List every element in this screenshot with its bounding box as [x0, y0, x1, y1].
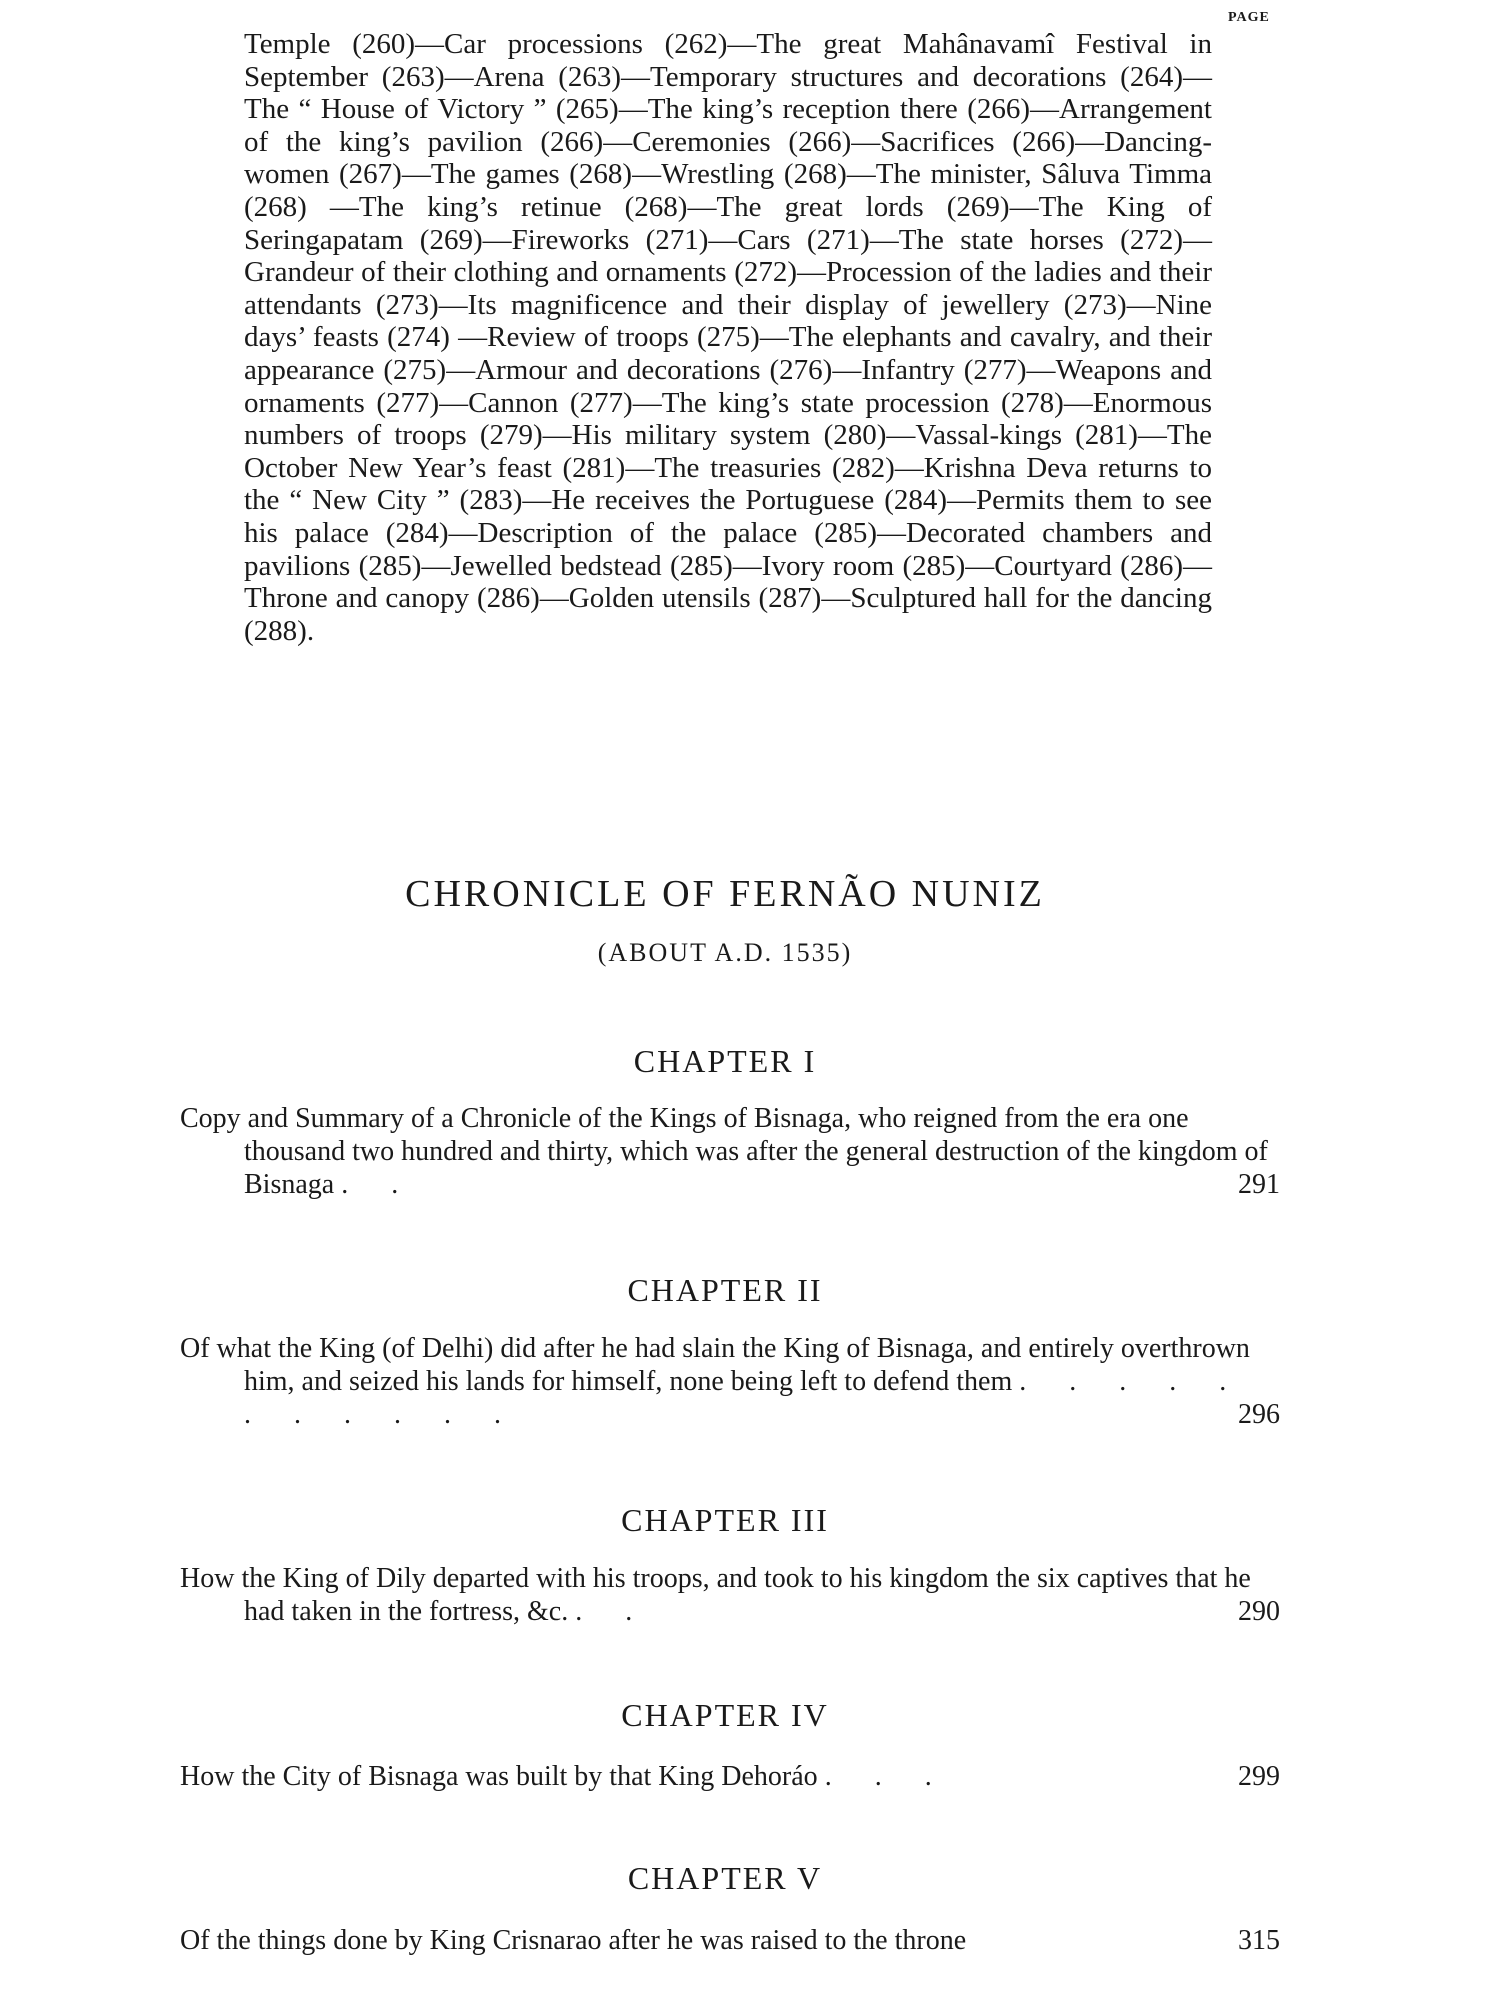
chapter-1-entry [180, 1102, 1280, 1201]
chapter-5-heading: CHAPTER V [627, 1860, 823, 1896]
chapter-1-heading: CHAPTER I [633, 1043, 817, 1079]
leader-dots: . . [341, 1169, 417, 1200]
leader-dots: . . . [824, 1761, 950, 1792]
chapter-1-page-number: 291 [1238, 1169, 1280, 1200]
chapter-4-entry [180, 1760, 1280, 1793]
page-column-label: PAGE [1228, 10, 1270, 25]
chapter-2-page-number: 296 [1238, 1399, 1280, 1430]
chapter-2-description: Of what the King (of Delhi) did after he had slain the King of Bisnaga, and entirely overthrown him, and seized his lands for himself, none being left to defend them . . . . . . . . . . . [180, 1333, 1250, 1430]
chapter-5-page-number: 315 [1238, 1925, 1280, 1956]
chapter-5-entry [180, 1924, 1280, 1957]
chapter-3-heading: CHAPTER III [621, 1502, 829, 1538]
chapter-4-page-number: 299 [1238, 1761, 1280, 1792]
chapter-3-description: How the King of Dily departed with his troops, and took to his kingdom the six captives that he had taken in the fortress, &c. . . [180, 1563, 1251, 1627]
chapter-2-heading: CHAPTER II [627, 1272, 823, 1308]
chapter-2-entry [180, 1332, 1280, 1431]
chapter-1-description: Copy and Summary of a Chronicle of the Kings of Bisnaga, who reigned from the era one thousand two hundred and thirty, which was after the general destruction of the kingdom of Bisnaga . . [180, 1103, 1268, 1200]
chapter-5-description: Of the things done by King Crisnarao after he was raised to the throne [180, 1925, 967, 1956]
chapter-4-heading: CHAPTER IV [621, 1697, 829, 1733]
chronicle-date: (ABOUT A.D. 1535) [597, 938, 853, 967]
chapter-3-entry [180, 1562, 1280, 1628]
contents-summary-paragraph: Temple (260)—Car processions (262)—The great Mahânavamî Festival in September (263)—Arena (263)—Temporary structures and decorations (264)—The “ House of Victory ” (265)—The king’s reception there (266)—Arrangement of the king’s pavilion (266)—Ceremonies (266)—Sacrifices (266)—Dancing-women (267)—The games (268)—Wrestling (268)—The minister, Sâluva Timma (268) —The king’s retinue (268)—The great lords (269)—The King of Seringapatam (269)—Fireworks (271)—Cars (271)—The state horses (272)—Grandeur of their clothing and ornaments (272)—Procession of the ladies and their attendants (273)—Its magnificence and their display of jewellery (273)—Nine days’ feasts (274) —Review of troops (275)—The elephants and cavalry, and their appearance (275)—Armour and decorations (276)—Infantry (277)—Weapons and ornaments (277)—Cannon (277)—The king’s state procession (278)—Enormous numbers of troops (279)—His military system (280)—Vassal-kings (281)—The October New Year’s feast (281)—The treasuries (282)—Krishna Deva returns to the “ New City ” (283)—He receives the Portuguese (284)—Permits them to see his palace (284)—Description of the palace (285)—Decorated chambers and pavilions (285)—Jewelled bedstead (285)—Ivory room (285)—Courtyard (286)—Throne and canopy (286)—Golden utensils (287)—Sculptured hall for the dancing (288). [244, 28, 1212, 647]
leader-dots: . . [575, 1596, 651, 1627]
chronicle-title: CHRONICLE OF FERNÃO NUNIZ [405, 873, 1045, 915]
chapter-3-page-number: 290 [1238, 1596, 1280, 1627]
leader-dots: . . . . . . . . . . . [244, 1366, 1245, 1430]
chapter-4-description: How the City of Bisnaga was built by that King Dehoráo . . . [180, 1761, 950, 1792]
